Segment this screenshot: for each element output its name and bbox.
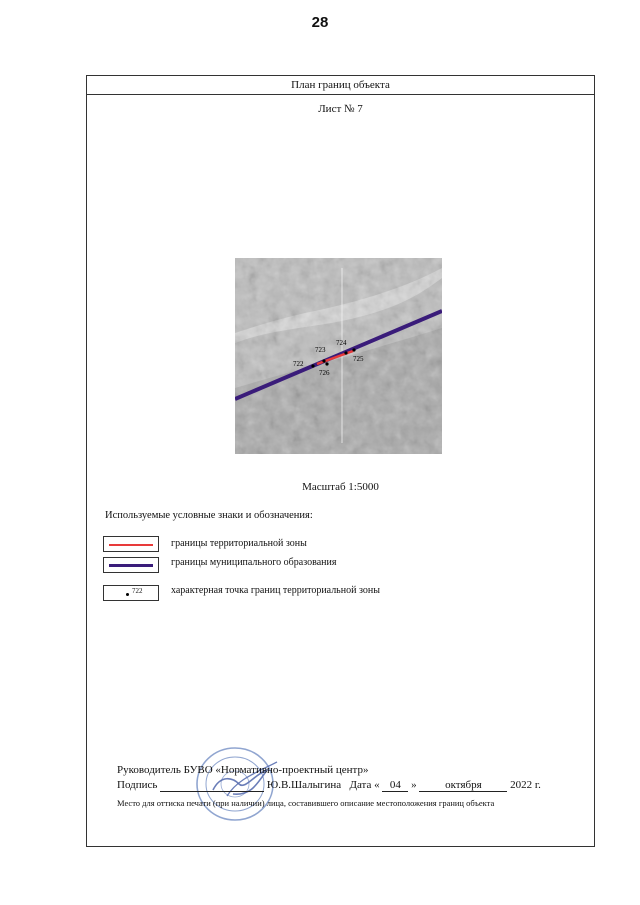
signatory-role: Руководитель БУВО «Нормативно-проектный центр»: [117, 764, 369, 776]
date-month: октября: [419, 779, 507, 792]
point-label-723: 723: [315, 346, 326, 354]
point-label-726: 726: [319, 369, 330, 377]
date-label: Дата «: [349, 779, 380, 791]
map-scale: Масштаб 1:5000: [302, 481, 379, 493]
signature-block: [87, 76, 596, 848]
legend-label: границы муниципального образования: [171, 557, 337, 568]
document-frame: [86, 75, 595, 847]
date-day: 04: [382, 779, 408, 792]
signatory-name: Ю.В.Шалыгина: [266, 779, 342, 791]
legend-point-sample: 722: [132, 587, 143, 595]
date-close: »: [411, 779, 417, 791]
point-label-725: 725: [353, 355, 364, 363]
stamp-note: Место для оттиска печати (при наличии) лица, составившего описание местоположения границ объекта: [117, 798, 495, 808]
legend-label: характерная точка границ территориальной зоны: [171, 585, 380, 596]
sheet-number: Лист № 7: [318, 103, 363, 115]
sign-label: Подпись: [117, 779, 158, 791]
plan-title: План границ объекта: [87, 76, 594, 95]
page-number: 28: [311, 14, 329, 31]
point-label-724: 724: [336, 339, 347, 347]
legend-title: Используемые условные знаки и обозначения:: [105, 510, 313, 521]
signature-line: [117, 779, 541, 792]
legend-label: границы территориальной зоны: [171, 538, 307, 549]
date-year: 2022 г.: [510, 779, 541, 791]
point-label-722: 722: [293, 360, 304, 368]
